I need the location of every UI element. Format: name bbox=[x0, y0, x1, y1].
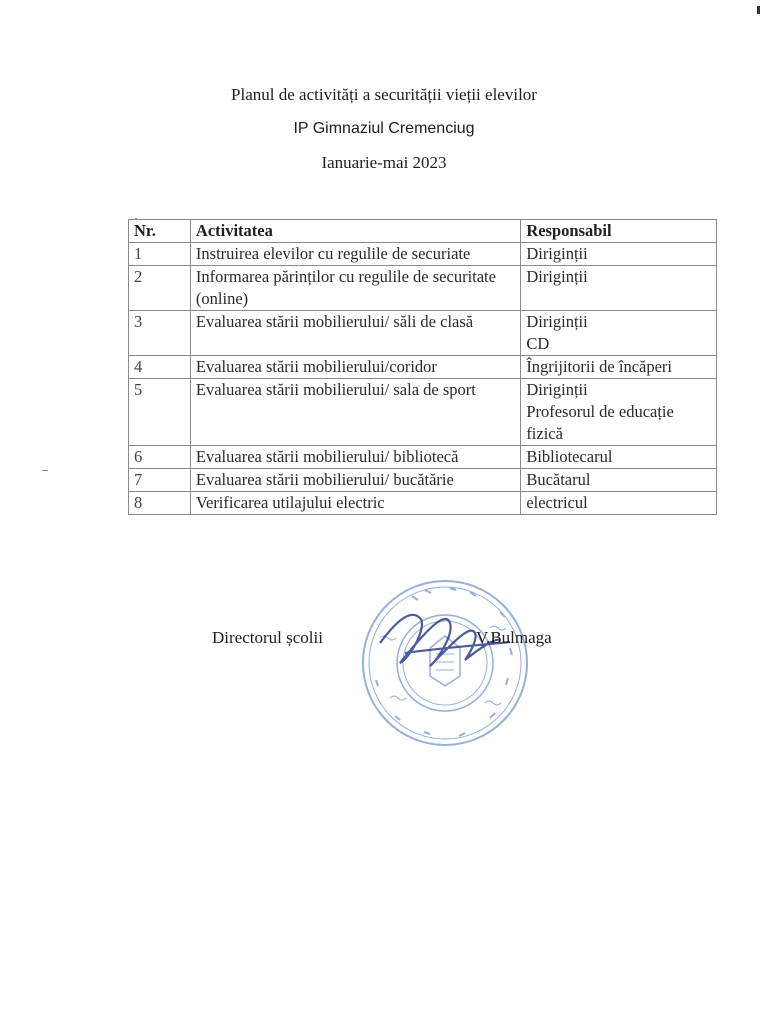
activity-cell: Evaluarea stării mobilierului/ bibliotecă bbox=[190, 446, 520, 469]
responsible-name: Diriginții bbox=[526, 244, 588, 263]
responsible-name: Profesorul de educație fizică bbox=[526, 402, 674, 443]
column-header-responsible: Responsabil bbox=[521, 220, 717, 243]
row-number: 7 bbox=[129, 469, 191, 492]
responsible-cell bbox=[521, 469, 717, 492]
director-name: V.Bulmaga bbox=[476, 628, 552, 647]
activity-cell: Instruirea elevilor cu regulile de securiate bbox=[190, 243, 520, 266]
responsible-name: Bibliotecarul bbox=[526, 447, 613, 466]
responsible-name: electricul bbox=[526, 493, 588, 512]
scan-speck bbox=[42, 470, 48, 471]
responsible-name: Diriginții bbox=[526, 380, 588, 399]
row-number: 5 bbox=[129, 379, 191, 446]
row-number: 3 bbox=[129, 311, 191, 356]
column-header-activity: Activitatea bbox=[190, 220, 520, 243]
responsible-cell bbox=[521, 379, 717, 446]
responsible-cell bbox=[521, 356, 717, 379]
row-number: 1 bbox=[129, 243, 191, 266]
row-number: 6 bbox=[129, 446, 191, 469]
responsible-name: Diriginții bbox=[526, 267, 588, 286]
activity-cell: Evaluarea stării mobilierului/ sala de sport bbox=[190, 379, 520, 446]
activity-cell: Informarea părinților cu regulile de securitate (online) bbox=[190, 266, 520, 311]
scan-mark bbox=[757, 6, 760, 14]
responsible-name: Bucătarul bbox=[526, 470, 591, 489]
table-row bbox=[129, 266, 717, 311]
table-row bbox=[129, 446, 717, 469]
row-number: 2 bbox=[129, 266, 191, 311]
responsible-cell bbox=[521, 243, 717, 266]
responsible-cell bbox=[521, 266, 717, 311]
activity-cell: Evaluarea stării mobilierului/coridor bbox=[190, 356, 520, 379]
institution-name: IP Gimnaziul Cremenciug bbox=[293, 120, 475, 137]
table-row bbox=[129, 379, 717, 446]
activity-cell: Evaluarea stării mobilierului/ săli de clasă bbox=[190, 311, 520, 356]
period: Ianuarie-mai 2023 bbox=[321, 153, 447, 172]
responsible-cell bbox=[521, 492, 717, 515]
responsible-name: Îngrijitorii de încăperi bbox=[526, 357, 673, 376]
row-number: 8 bbox=[129, 492, 191, 515]
responsible-name: Diriginții bbox=[526, 312, 588, 331]
table-row bbox=[129, 469, 717, 492]
school-stamp bbox=[350, 568, 540, 758]
table-header-row bbox=[129, 220, 717, 243]
activity-cell: Evaluarea stării mobilierului/ bucătărie bbox=[190, 469, 520, 492]
document-header bbox=[0, 84, 768, 186]
table-row bbox=[129, 311, 717, 356]
document-title: Planul de activități a securității vieții elevilor bbox=[231, 85, 537, 104]
responsible-name: CD bbox=[526, 334, 550, 353]
activity-cell: Verificarea utilajului electric bbox=[190, 492, 520, 515]
table-row bbox=[129, 243, 717, 266]
table-row bbox=[129, 356, 717, 379]
row-number: 4 bbox=[129, 356, 191, 379]
responsible-cell bbox=[521, 311, 717, 356]
table-row bbox=[129, 492, 717, 515]
responsible-cell bbox=[521, 446, 717, 469]
column-header-nr: Nr. bbox=[129, 220, 191, 243]
scan-speck bbox=[135, 218, 137, 220]
activities-table bbox=[128, 219, 717, 515]
director-label: Directorul școlii bbox=[212, 628, 323, 647]
